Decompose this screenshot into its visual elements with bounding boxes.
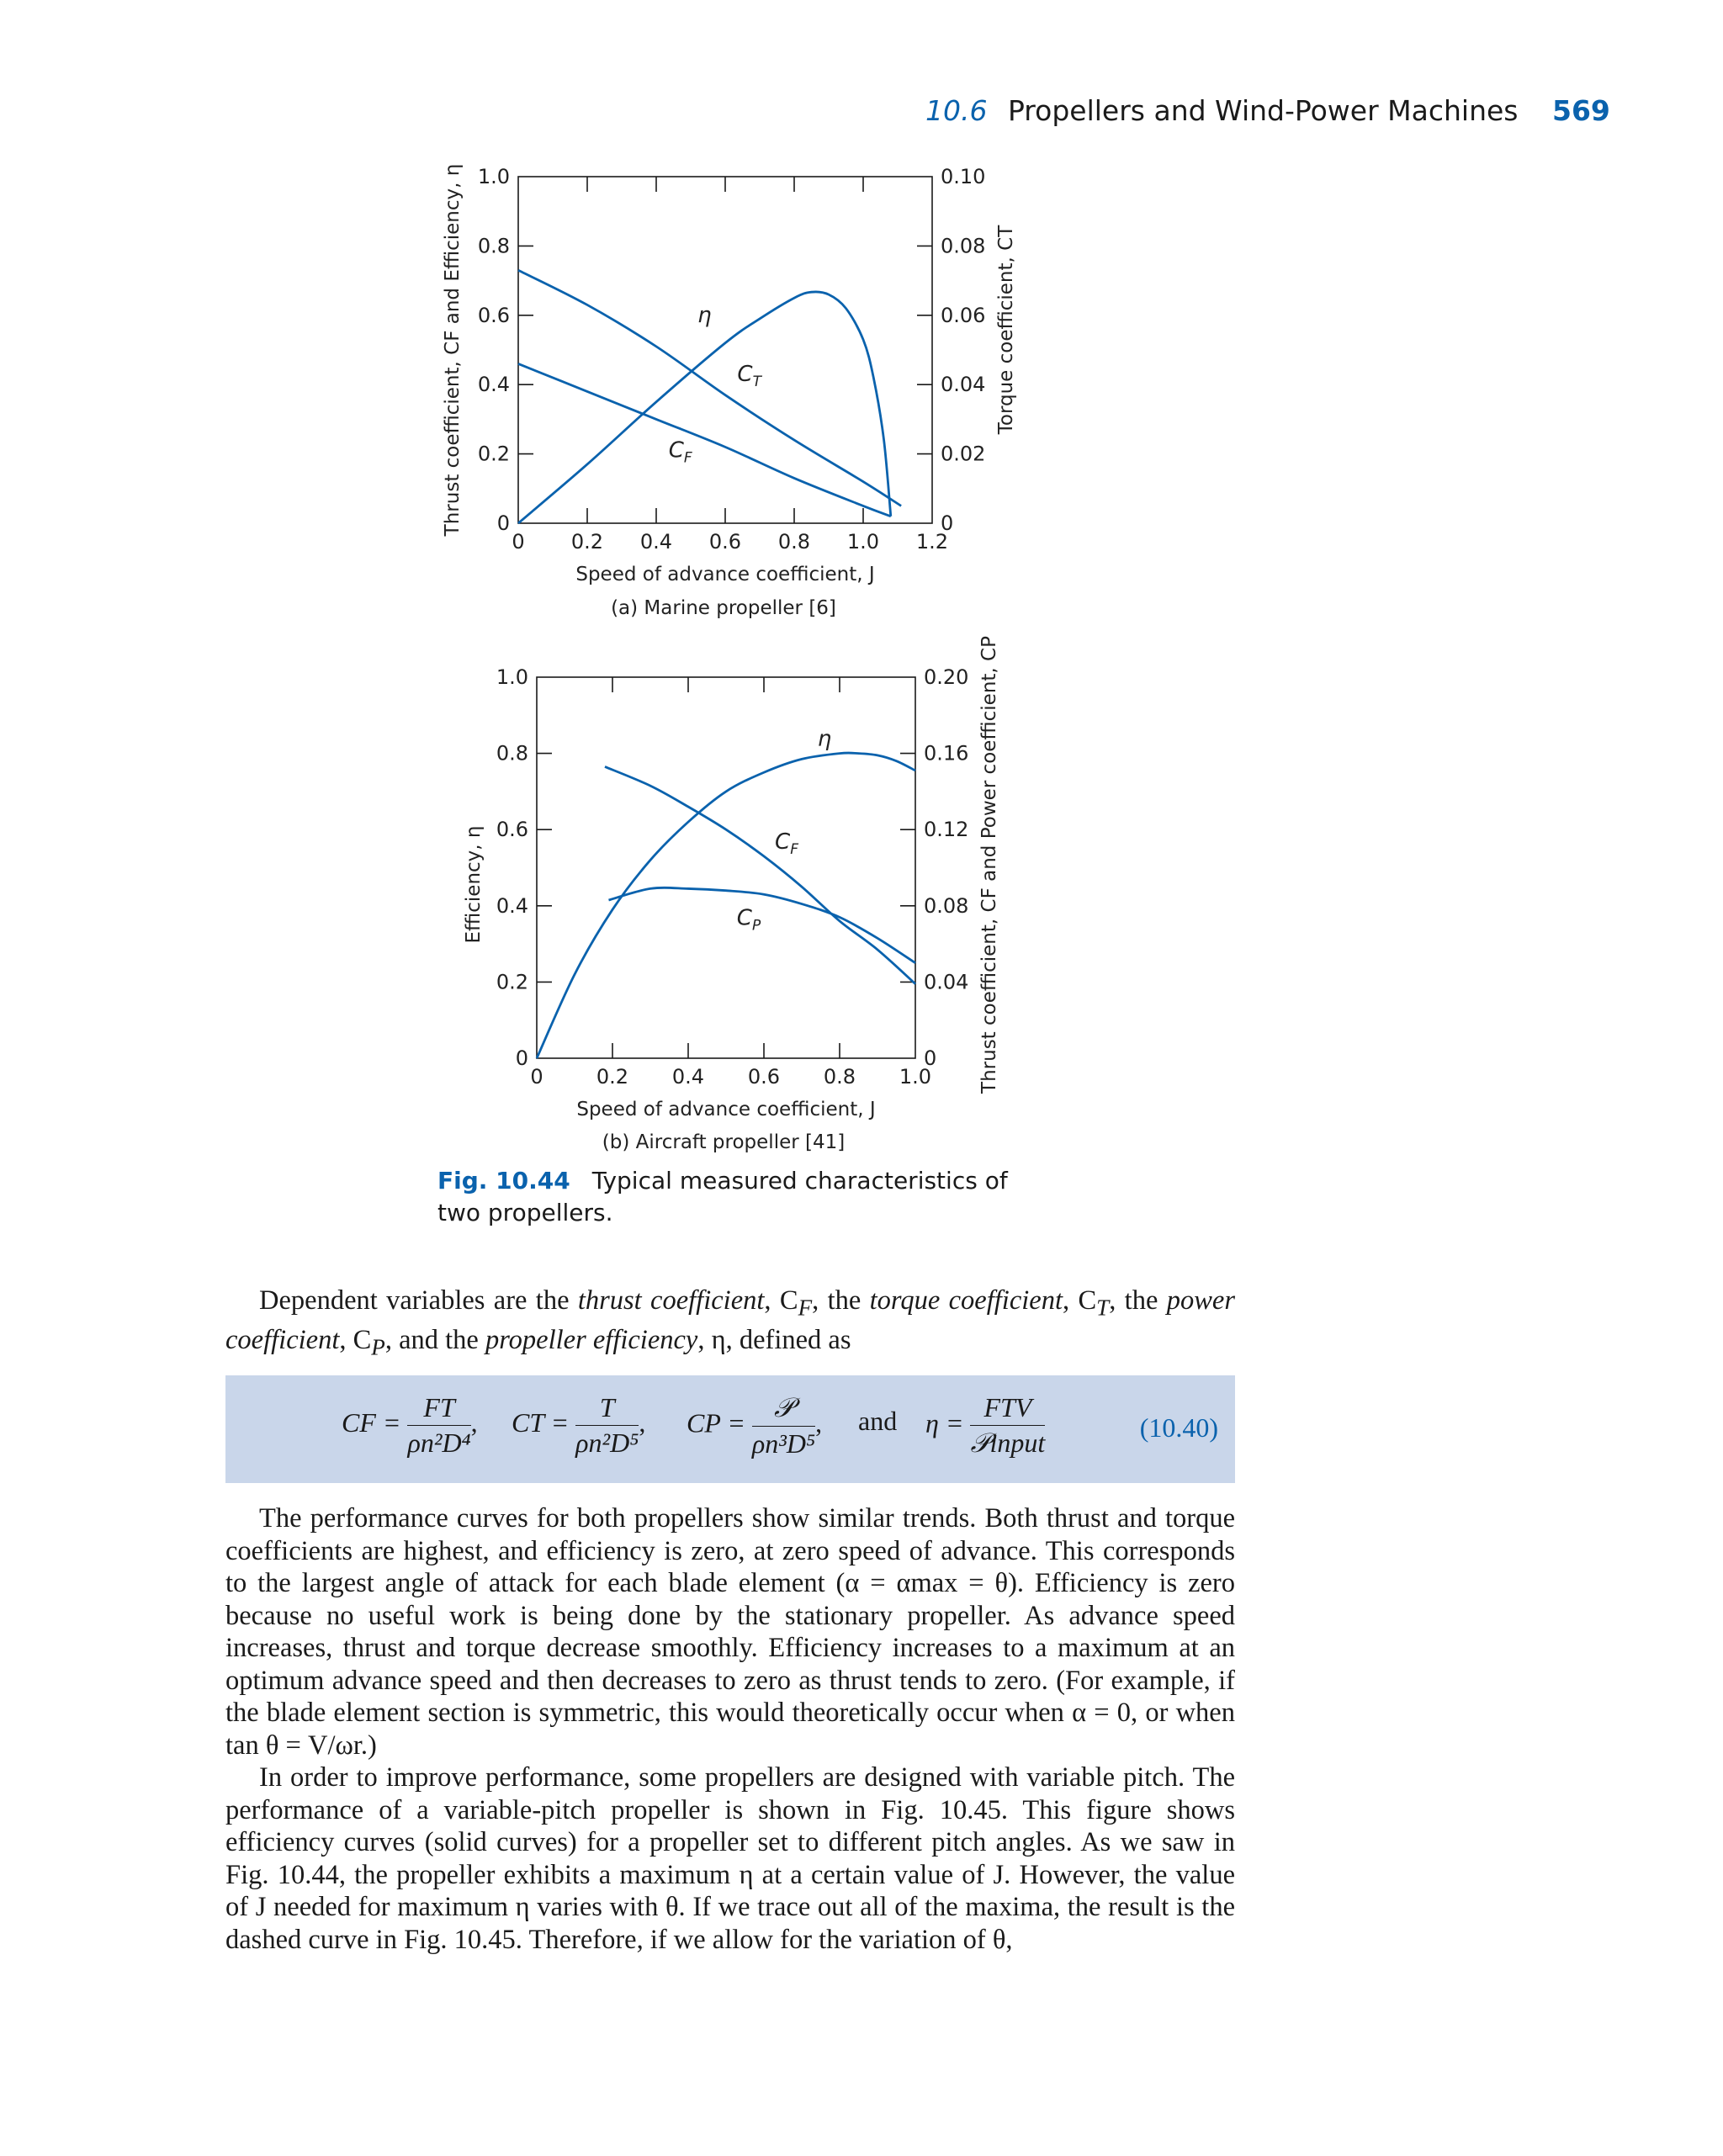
term-propeller-efficiency: propeller efficiency [485,1325,698,1355]
y-left-tick-label: 0.2 [477,442,510,466]
y-left-tick-label: 0.6 [477,303,510,327]
fraction [407,1392,470,1459]
term-thrust-coefficient: thrust coefficient [577,1285,765,1316]
equation-number: (10.40) [1139,1412,1218,1443]
equation-cp: CP = $\frac{\text{𝒫}}{\text{ρn³D⁵}}$ , [687,1392,823,1459]
panel-b-caption: (b) Aircraft propeller [41] [602,1131,846,1153]
text: , η, defined as [697,1325,851,1355]
numerator: FT [407,1392,470,1426]
eq-lhs: CF = [342,1406,401,1438]
subscript: T [1096,1295,1110,1321]
equation-cf: CF = $\frac{FT}{\text{ρn²D⁴}}$ , [342,1392,478,1458]
paragraph-performance [225,1502,1235,1956]
y-right-tick-label: 0 [924,1046,937,1070]
fraction [752,1392,815,1459]
eq-lhs: CP = [687,1407,745,1438]
y-right-axis-label: Thrust coefficient, CF and Power coefficient, CP [978,636,1000,1094]
figure-caption-text: Typical measured characteristics of two propellers. [437,1167,1008,1226]
eq-lhs: η = [925,1407,964,1438]
y-left-tick-label: 0.6 [496,818,528,842]
equation-ct: CT = $\frac{T}{\text{ρn²D⁵}}$ , [512,1392,646,1458]
y-right-tick-label: 0.04 [941,373,986,397]
y-left-axis-label: Thrust coefficient, CF and Efficiency, η [442,163,464,537]
y-right-tick-label: 0.08 [924,893,969,918]
y-right-tick-label: 0.08 [941,234,986,258]
series-line [537,753,915,1058]
curve-label: η [817,726,832,752]
paragraph-3: In order to improve performance, some propellers are designed with variable pitch. The performance of a variable-pitch propeller is shown in Fig. 10.45. This figure shows efficiency curves (solid curves) for a propeller set to different pitch angles. As we saw in Fig. 10.44, the propeller exhibits a maximum η at a certain value of J. However, the value of J needed for maximum η varies with θ. If we trace out all of the maxima, the result is the dashed curve in Fig. 10.45. Therefore, if we allow for the variation of θ, [225,1762,1235,1955]
y-left-tick-label: 0.2 [496,970,528,994]
plot-frame [537,677,915,1058]
section-title: Propellers and Wind-Power Machines [1007,94,1519,127]
x-tick-label: 1.0 [846,530,880,554]
y-left-tick-label: 0.4 [496,893,528,918]
y-left-tick-label: 0 [496,511,510,535]
equation-eta [925,1392,1045,1459]
x-tick-label: 0.2 [596,1065,629,1089]
fraction [970,1392,1045,1459]
x-tick-label: 0.4 [639,530,673,554]
denominator: ρn²D⁴ [407,1428,471,1458]
y-right-tick-label: 0.20 [924,665,969,689]
term-power-coefficient: power coefficient [225,1285,1235,1355]
y-right-tick-label: 0.12 [924,818,969,842]
x-tick-label: 0.8 [823,1065,856,1089]
equation-box [225,1375,1235,1483]
denominator: 𝒫input [970,1428,1046,1458]
y-right-tick-label: 0.10 [941,165,986,188]
text: , the [812,1285,870,1316]
y-left-tick-label: 1.0 [496,665,528,689]
y-right-tick-label: 0.04 [924,970,969,994]
y-left-axis-label: Efficiency, η [463,825,485,944]
x-axis-label: Speed of advance coefficient, J [575,564,875,585]
series-line [605,766,915,983]
y-right-tick-label: 0.06 [941,303,986,327]
y-right-tick-label: 0.02 [941,442,986,466]
y-left-tick-label: 0.4 [477,373,510,397]
figure-number: Fig. 10.44 [437,1167,570,1195]
text: , C [764,1285,798,1316]
curve-label: $C_F$ [668,437,692,467]
numerator: T [575,1392,639,1426]
x-tick-label: 0.4 [671,1065,705,1089]
y-left-tick-label: 0.8 [477,234,510,258]
denominator: ρn²D⁵ [575,1428,639,1458]
figure-caption [437,1165,1043,1229]
numerator: 𝒫 [752,1392,815,1427]
y-right-tick-label: 0.16 [924,741,969,765]
x-tick-label: 1.0 [899,1065,932,1089]
text: , and the [384,1325,485,1355]
denominator: ρn³D⁵ [751,1428,816,1459]
x-tick-label: 0 [530,1065,543,1089]
curve-label: $C_T$ [737,362,761,391]
eq-and: and [858,1406,898,1436]
series-line [609,887,916,962]
curve-label: $C_F$ [775,829,798,858]
subscript: P [371,1334,385,1360]
term-torque-coefficient: torque coefficient [869,1285,1063,1316]
eq-lhs: CT = [512,1406,570,1438]
x-tick-label: 0.6 [708,530,742,554]
curve-label: $C_P$ [736,905,761,935]
text: Dependent variables are the [259,1285,578,1316]
y-right-tick-label: 0 [941,511,954,535]
paragraph-2: The performance curves for both propellers show similar trends. Both thrust and torque coefficients are highest, and efficiency is zero, at zero speed of advance. This corresponds to the largest angle of attack for each blade element (α = αmax = θ). Efficiency is zero because no useful work is being done by the stationary propeller. As advance speed increases, thrust and torque decrease smoothly. Efficiency increases to a maximum at an optimum advance speed and then decreases to zero as thrust tends to zero. (For example, if the blade element section is symmetric, this would theoretically occur when α = 0, or when tan θ = V/ωr.) [225,1503,1235,1761]
text: , C [339,1325,372,1355]
x-tick-label: 1.2 [915,530,949,554]
y-left-tick-label: 0.8 [496,741,528,765]
numerator: FTV [970,1392,1045,1426]
curve-label: η [697,303,712,329]
x-tick-label: 0 [512,530,525,554]
text: , C [1062,1285,1097,1316]
x-tick-label: 0.6 [747,1065,781,1089]
x-tick-label: 0.2 [570,530,604,554]
x-axis-label: Speed of advance coefficient, J [576,1099,876,1120]
y-left-tick-label: 0 [515,1046,528,1070]
y-right-axis-label: Torque coefficient, CT [995,225,1017,435]
text: , the [1109,1285,1167,1316]
section-number: 10.6 [925,94,988,127]
fraction [575,1392,639,1459]
paragraph-intro [225,1285,1235,1364]
x-tick-label: 0.8 [777,530,811,554]
y-left-tick-label: 1.0 [477,165,510,188]
page-number: 569 [1552,94,1610,127]
subscript: F [798,1295,813,1321]
panel-a-caption: (a) Marine propeller [6] [611,597,836,619]
